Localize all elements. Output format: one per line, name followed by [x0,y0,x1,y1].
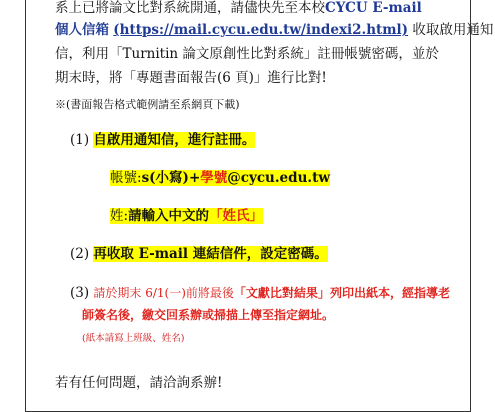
literature-result-text: 「文獻比對結果」 [233,286,330,300]
mail-url-link[interactable]: (https://mail.cycu.edu.tw/indexi2.html) [113,22,409,38]
step-3-text: 列印出紙本，經指導老 [329,286,450,300]
personal-mailbox-label: 個人信箱 [55,22,109,38]
contact-note: 若有任何問題，請洽詢系辦! [55,375,223,391]
name-label: 姓: [110,208,129,224]
account-value: s(小寫)+ [141,170,201,186]
intro-text: 系上已將論文比對系統開通，請儘快先至本校 [55,0,325,16]
step-2 [70,246,328,262]
step-3 [70,285,450,301]
format-note: ※(書面報告格式範例請至系網頁下載) [55,98,240,111]
intro-text: 收取啟用通知 [412,22,494,38]
step-1-text: 自啟用通知信，進行註冊。 [93,132,256,148]
step-number: (1) [70,132,90,148]
name-instruction: 請輸入中文的 [128,208,210,224]
step-3-line-2: 師簽名後，繳交回系辦或掃描上傳至指定網址。 [82,308,335,322]
step-3-sub-note: (紙本請寫上班級、姓名) [82,333,185,344]
step-number: (2) [70,246,90,262]
cycu-email-brand: CYCU E-mail [325,0,422,16]
name-line [110,208,263,224]
step-number: (3) [70,285,90,301]
student-id-text: 學號 [200,170,228,186]
step-1 [70,132,255,148]
account-line [110,170,330,186]
step-2-text: 再收取 E-mail 連結信件，設定密碼。 [93,246,328,262]
intro-line-1 [55,0,422,16]
account-domain: @cycu.edu.tw [227,170,330,186]
surname-text: 「姓氏」 [209,208,264,224]
intro-line-4: 期末時，將「專題書面報告(6 頁)」進行比對! [55,70,327,86]
intro-line-2 [55,22,493,38]
intro-line-3: 信，利用「Turnitin 論文原創性比對系統」註冊帳號密碼，並於 [55,46,439,62]
account-label: 帳號: [110,170,142,186]
step-3-text: 請於期末 6/1(一)前將最後 [93,286,234,300]
